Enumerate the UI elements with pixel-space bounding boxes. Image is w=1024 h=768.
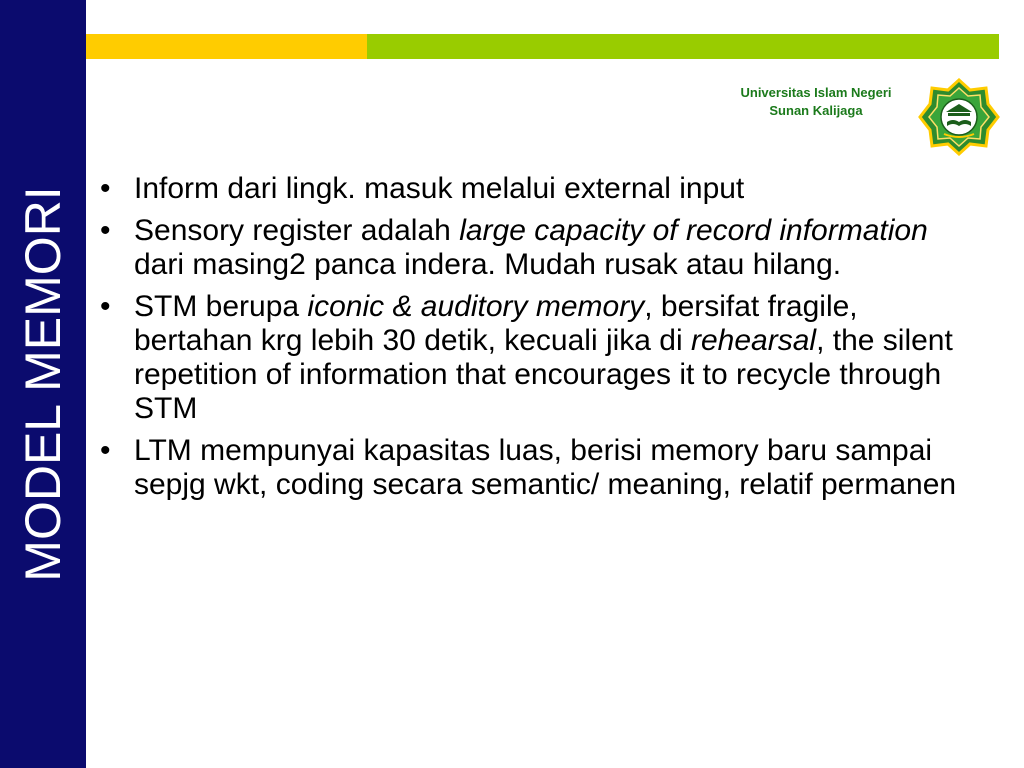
university-seal-logo-icon <box>918 78 1000 156</box>
institution-name <box>716 84 916 120</box>
sidebar <box>0 0 86 768</box>
bullet-text-italic: rehearsal <box>691 324 817 357</box>
bullet-text <box>134 172 744 205</box>
institution-line-1: Universitas Islam Negeri <box>740 85 892 100</box>
institution-line-2: Sunan Kalijaga <box>769 103 863 118</box>
bullet-text-segment: , bersifat fragile, bertahan krg lebih 30 detik, kecuali jika di <box>134 290 858 357</box>
bullet-marker: • <box>100 290 111 323</box>
slide-content <box>96 172 976 510</box>
header-bar-green <box>367 34 999 59</box>
bullet-item <box>96 434 976 502</box>
bullet-text <box>134 214 928 281</box>
bullet-marker: • <box>100 214 111 247</box>
bullet-text-segment: , the silent repetition of information that encourages it to recycle through STM <box>134 324 953 425</box>
header-bar-yellow <box>86 34 367 59</box>
bullet-text-italic: iconic & auditory memory <box>307 290 645 323</box>
bullet-item <box>96 172 976 206</box>
bullet-text <box>134 434 956 501</box>
bullet-list <box>96 172 976 502</box>
bullet-text-segment: Sensory register adalah <box>134 214 460 247</box>
bullet-text-segment: Inform dari lingk. masuk melalui external input <box>134 172 745 205</box>
bullet-text-segment: LTM mempunyai kapasitas luas, berisi memory baru sampai sepjg wkt, coding secara semantic/ meaning, relatif permanen <box>134 434 957 501</box>
bullet-text <box>134 290 953 425</box>
bullet-text-segment: dari masing2 panca indera. Mudah rusak atau hilang. <box>134 248 842 281</box>
bullet-marker: • <box>100 172 111 205</box>
bullet-text-segment: STM berupa <box>134 290 308 323</box>
bullet-item <box>96 290 976 426</box>
bullet-text-italic: large capacity of record information <box>459 214 928 247</box>
bullet-item <box>96 214 976 282</box>
slide-title: MODEL MEMORI <box>15 186 71 582</box>
bullet-marker: • <box>100 434 111 467</box>
